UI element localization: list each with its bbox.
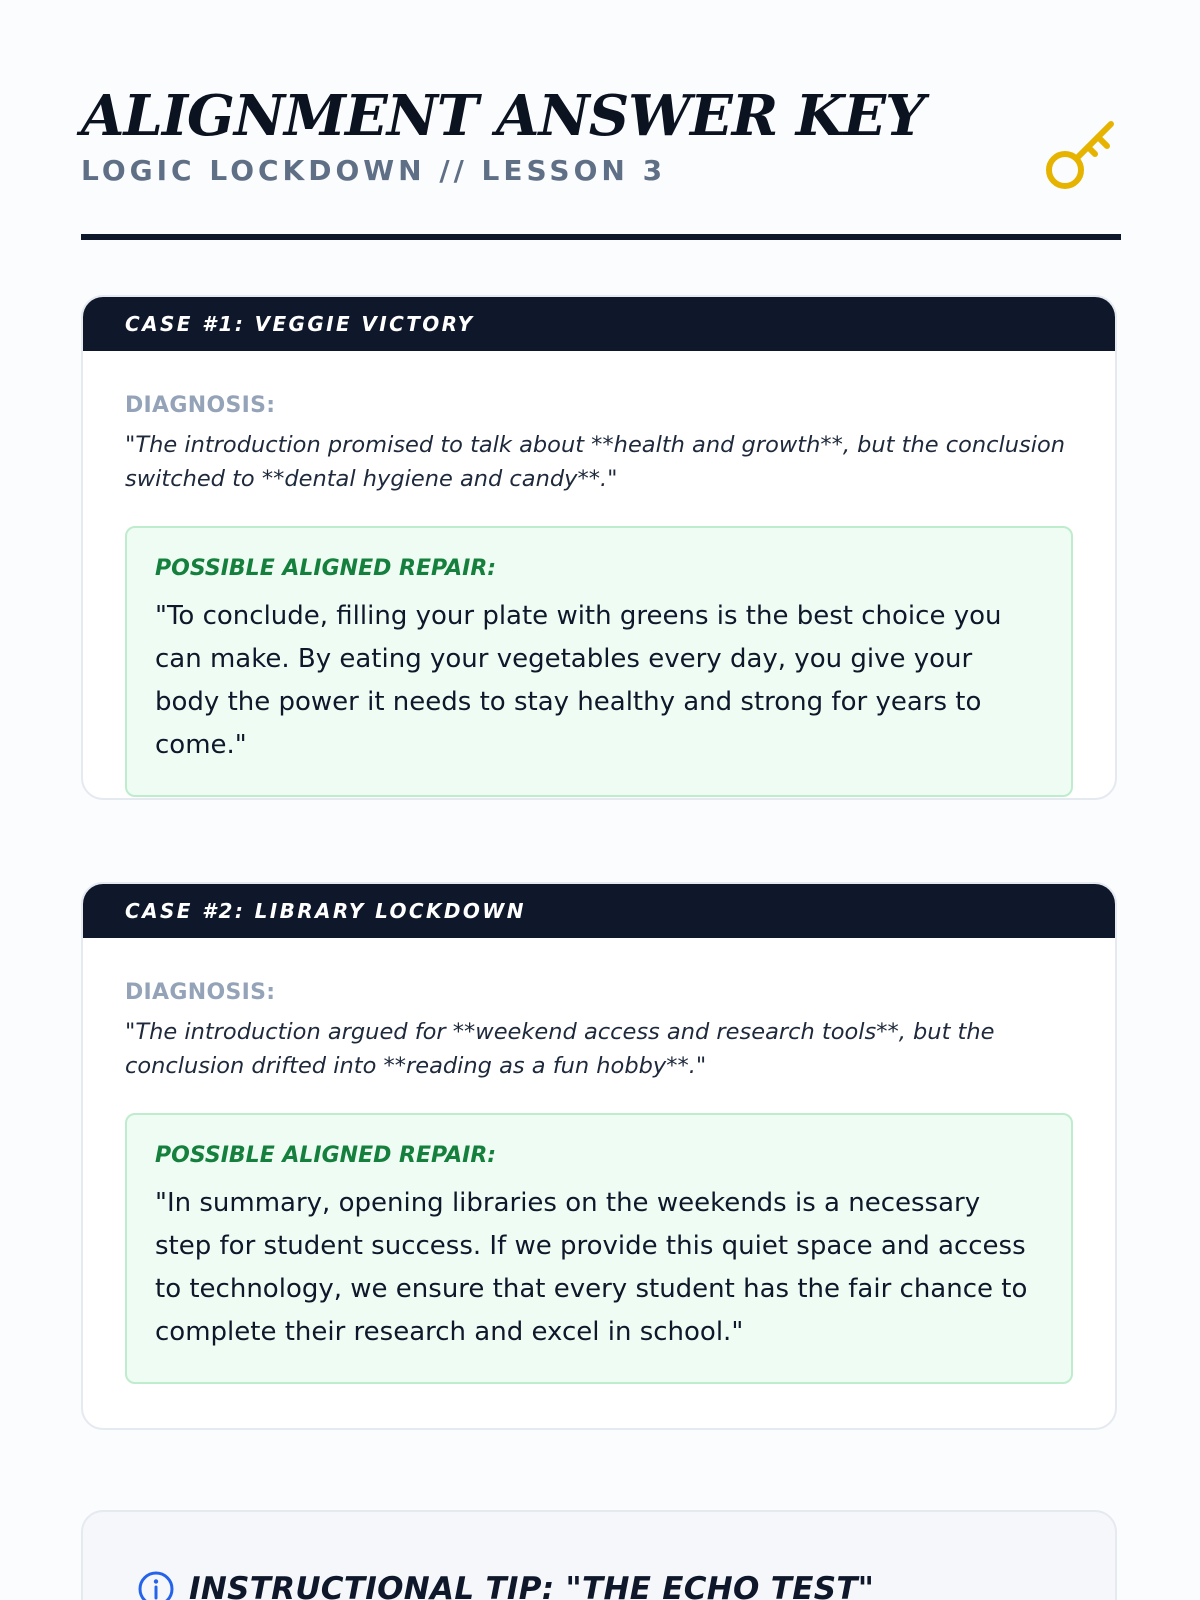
repair-box (125, 1113, 1073, 1384)
repair-label: POSSIBLE ALIGNED REPAIR: (155, 1143, 497, 1168)
repair-text: "To conclude, filling your plate with greens is the best choice you can make. By eating your vegetables every day, you give your body the power it needs to stay healthy and strong for years to come." (155, 601, 1002, 760)
header-divider (81, 234, 1121, 240)
case-body (83, 351, 1115, 797)
diagnosis-label: DIAGNOSIS: (125, 393, 276, 418)
repair-label: POSSIBLE ALIGNED REPAIR: (155, 556, 497, 581)
case-card-1 (81, 295, 1117, 800)
case-card-2 (81, 882, 1117, 1430)
repair-box (125, 526, 1073, 797)
tip-header (137, 1570, 874, 1600)
diagnosis-text: "The introduction promised to talk about **health and growth**, but the conclusion switched to **dental hygiene and candy**." (125, 432, 1066, 492)
case-title: CASE #2: LIBRARY LOCKDOWN (83, 884, 1115, 938)
page-subtitle: LOGIC LOCKDOWN // LESSON 3 (81, 154, 667, 187)
page-header (81, 82, 1121, 232)
page-title: ALIGNMENT ANSWER KEY (81, 83, 925, 149)
diagnosis-label: DIAGNOSIS: (125, 980, 276, 1005)
tip-title: INSTRUCTIONAL TIP: "THE ECHO TEST" (189, 1571, 875, 1600)
diagnosis-text: "The introduction argued for **weekend access and research tools**, but the conclusion drifted into **reading as a fun hobby**." (125, 1019, 995, 1079)
repair-text: "In summary, opening libraries on the weekends is a necessary step for student success. If we provide this quiet space and access to technology, we ensure that every student has the fair chance to complete their research and excel in school." (155, 1188, 1028, 1347)
key-icon (1043, 116, 1121, 194)
answer-key-page (81, 0, 1121, 1600)
case-body (83, 938, 1115, 1384)
case-title: CASE #1: VEGGIE VICTORY (83, 297, 1115, 351)
instructional-tip-panel (81, 1510, 1117, 1600)
info-icon (137, 1570, 175, 1600)
